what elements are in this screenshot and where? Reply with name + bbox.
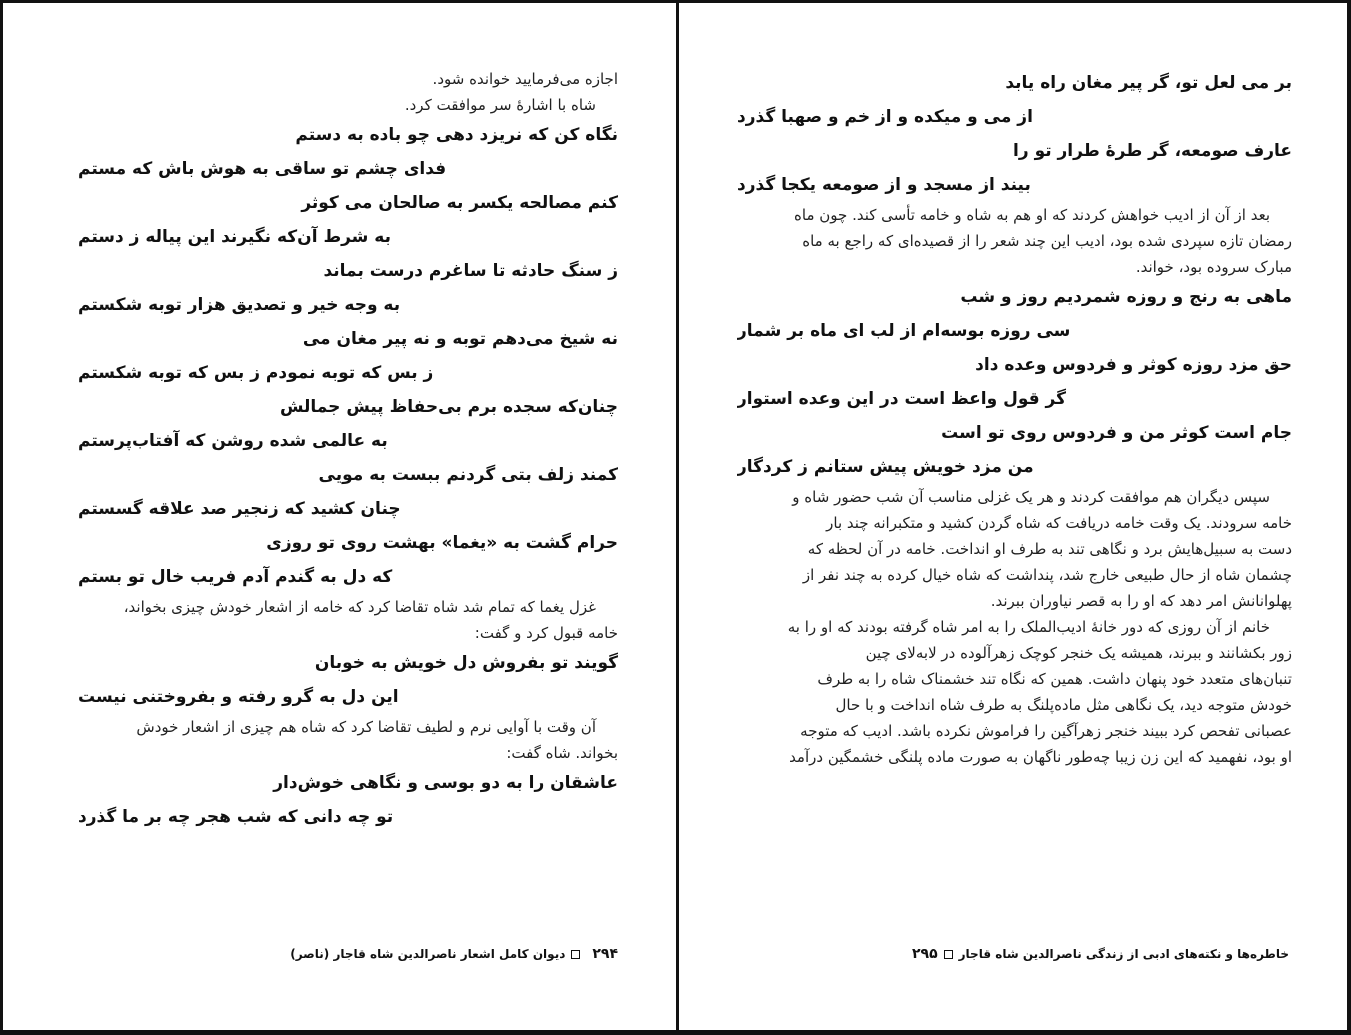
- footer-separator: [944, 950, 953, 959]
- verse-hemistich-second: چنان کشید که زنجیر صد علاقه گسستم: [78, 499, 401, 519]
- verse-hemistich-first: ماهی به رنج و روزه شمردیم روز و شب: [960, 287, 1292, 307]
- left-page-footer: [290, 946, 618, 962]
- left-page-body: [78, 66, 618, 834]
- verse-hemistich-second: بیند از مسجد و از صومعه یکجا گذرد: [737, 175, 1031, 195]
- verse-hemistich-second: به شرط آن‌که نگیرند این پیاله ز دستم: [78, 227, 391, 247]
- verse-hemistich-second: فدای چشم تو ساقی به هوش باش که مستم: [78, 159, 447, 179]
- prose-line: بخواند. شاه گفت:: [506, 744, 618, 762]
- prose-line: خامه سرودند. یک وقت خامه دریافت که شاه گردن کشید و متکبرانه چند بار: [826, 514, 1292, 532]
- page-number: ۲۹۵: [912, 946, 938, 962]
- verse-hemistich-second: گر قول واعظ است در این وعده استوار: [737, 389, 1066, 409]
- prose-line: خودش متوجه دید، یک نگاهی مثل ماده‌پلنگ به طرف شاه انداخت و با حال: [835, 696, 1292, 714]
- verse-hemistich-first: حق مزد روزه کوثر و فردوس وعده داد: [975, 355, 1292, 375]
- verse-hemistich-first: چنان‌که سجده برم بی‌حفاظ پیش جمالش: [279, 397, 618, 417]
- running-title: دیوان کامل اشعار ناصرالدین شاه قاجار (ناصر): [290, 947, 566, 961]
- right-page-body: [737, 66, 1292, 770]
- right-page: [679, 0, 1347, 1030]
- verse-hemistich-second: از می و میکده و از خم و صهبا گذرد: [737, 107, 1033, 127]
- verse-hemistich-second: به عالمی شده روشن که آفتاب‌پرستم: [78, 431, 388, 451]
- prose-line: خامه قبول کرد و گفت:: [474, 624, 618, 642]
- prose-line: عصبانی تفحص کرد ببیند خنجر زهرآگین را فراموش نکرده باشد. ادیب که متوجه: [800, 722, 1292, 740]
- prose-line: زور بکشانند و ببرند، همیشه یک خنجر کوچک زهرآلوده در لابه‌لای چین: [865, 644, 1292, 662]
- verse-hemistich-second: این دل به گرو رفته و بفروختنی نیست: [78, 687, 399, 707]
- verse-hemistich-second: تو چه دانی که شب هجر چه بر ما گذرد: [78, 807, 394, 827]
- verse-hemistich-first: گویند تو بفروش دل خویش به خوبان: [314, 653, 618, 673]
- prose-line: غزل یغما که تمام شد شاه تقاضا کرد که خامه از اشعار خودش چیزی بخواند،: [123, 598, 596, 616]
- prose-line: رمضان تازه سپردی شده بود، ادیب این چند شعر را از قصیده‌ای که راجع به ماه: [802, 232, 1292, 250]
- verse-hemistich-second: من مزد خویش پیش ستانم ز کردگار: [737, 457, 1034, 477]
- running-title: خاطره‌ها و نکته‌های ادبی از زندگی ناصرالدین شاه قاجار: [958, 947, 1289, 961]
- right-page-footer: [906, 946, 1289, 962]
- verse-hemistich-first: بر می لعل تو، گر پیر مغان راه یابد: [1005, 73, 1292, 93]
- left-page: [3, 0, 676, 1030]
- prose-line: خانم از آن روزی که دور خانهٔ ادیب‌الملک را به امر شاه گرفته بودند که او را به: [787, 618, 1270, 636]
- verse-hemistich-second: ز بس که توبه نمودم ز بس که توبه شکستم: [78, 363, 434, 383]
- verse-hemistich-first: ز سنگ حادثه تا ساغرم درست بماند: [323, 261, 618, 281]
- verse-hemistich-second: به وجه خیر و تصدیق هزار توبه شکستم: [78, 295, 401, 315]
- verse-hemistich-second: سی روزه بوسه‌ام از لب ای ماه بر شمار: [737, 321, 1071, 341]
- prose-line: او بود، نفهمید که این زن زیبا چه‌طور ناگهان به صورت ماده پلنگی خشمگین درآمد: [789, 748, 1292, 766]
- verse-hemistich-first: کنم مصالحه یکسر به صالحان می کوثر: [301, 193, 618, 213]
- prose-line: چشمان شاه از حال طبیعی خارج شد، پنداشت که شاه خیال کرده به چند نفر از: [802, 566, 1292, 584]
- verse-hemistich-first: حرام گشت به «یغما» بهشت روی تو روزی: [266, 533, 618, 553]
- scan-border-right: [1347, 0, 1351, 1035]
- verse-hemistich-first: عارف صومعه، گر طرهٔ طرار تو را: [1013, 141, 1292, 161]
- verse-hemistich-first: نگاه کن که نریزد دهی چو باده به دستم: [295, 125, 618, 145]
- verse-hemistich-first: جام است کوثر من و فردوس روی تو است: [941, 423, 1292, 443]
- prose-line: اجازه می‌فرمایید خوانده شود.: [432, 70, 618, 88]
- verse-hemistich-first: نه شیخ می‌دهم توبه و نه پیر مغان می: [302, 329, 618, 349]
- page-number: ۲۹۴: [592, 946, 618, 962]
- prose-line: شاه با اشارهٔ سر موافقت کرد.: [404, 96, 596, 114]
- footer-separator: [571, 950, 580, 959]
- verse-hemistich-first: کمند زلف بتی گردنم ببست به مویی: [318, 465, 618, 485]
- prose-line: دست به سبیل‌هایش برد و نگاهی تند به طرف او انداخت. خامه در آن لحظه که: [807, 540, 1292, 558]
- prose-line: مبارک سروده بود، خواند.: [1135, 258, 1292, 276]
- verse-hemistich-first: عاشقان را به دو بوسی و نگاهی خوش‌دار: [273, 773, 618, 793]
- prose-line: سپس دیگران هم موافقت کردند و هر یک غزلی مناسب آن شب حضور شاه و: [792, 488, 1270, 506]
- prose-line: پهلوانانش امر دهد که او را به قصر نیاوران ببرند.: [990, 592, 1292, 610]
- prose-line: بعد از آن از ادیب خواهش کردند که او هم به شاه و خامه تأسی کند. چون ماه: [794, 206, 1270, 224]
- prose-line: آن وقت با آوایی نرم و لطیف تقاضا کرد که شاه هم چیزی از اشعار خودش: [136, 718, 596, 736]
- prose-line: تنبان‌های متعدد خود پنهان داشت. همین که نگاه تند خشمناک شاه را به طرف: [817, 670, 1292, 688]
- verse-hemistich-second: که دل به گندم آدم فریب خال تو بستم: [78, 567, 393, 587]
